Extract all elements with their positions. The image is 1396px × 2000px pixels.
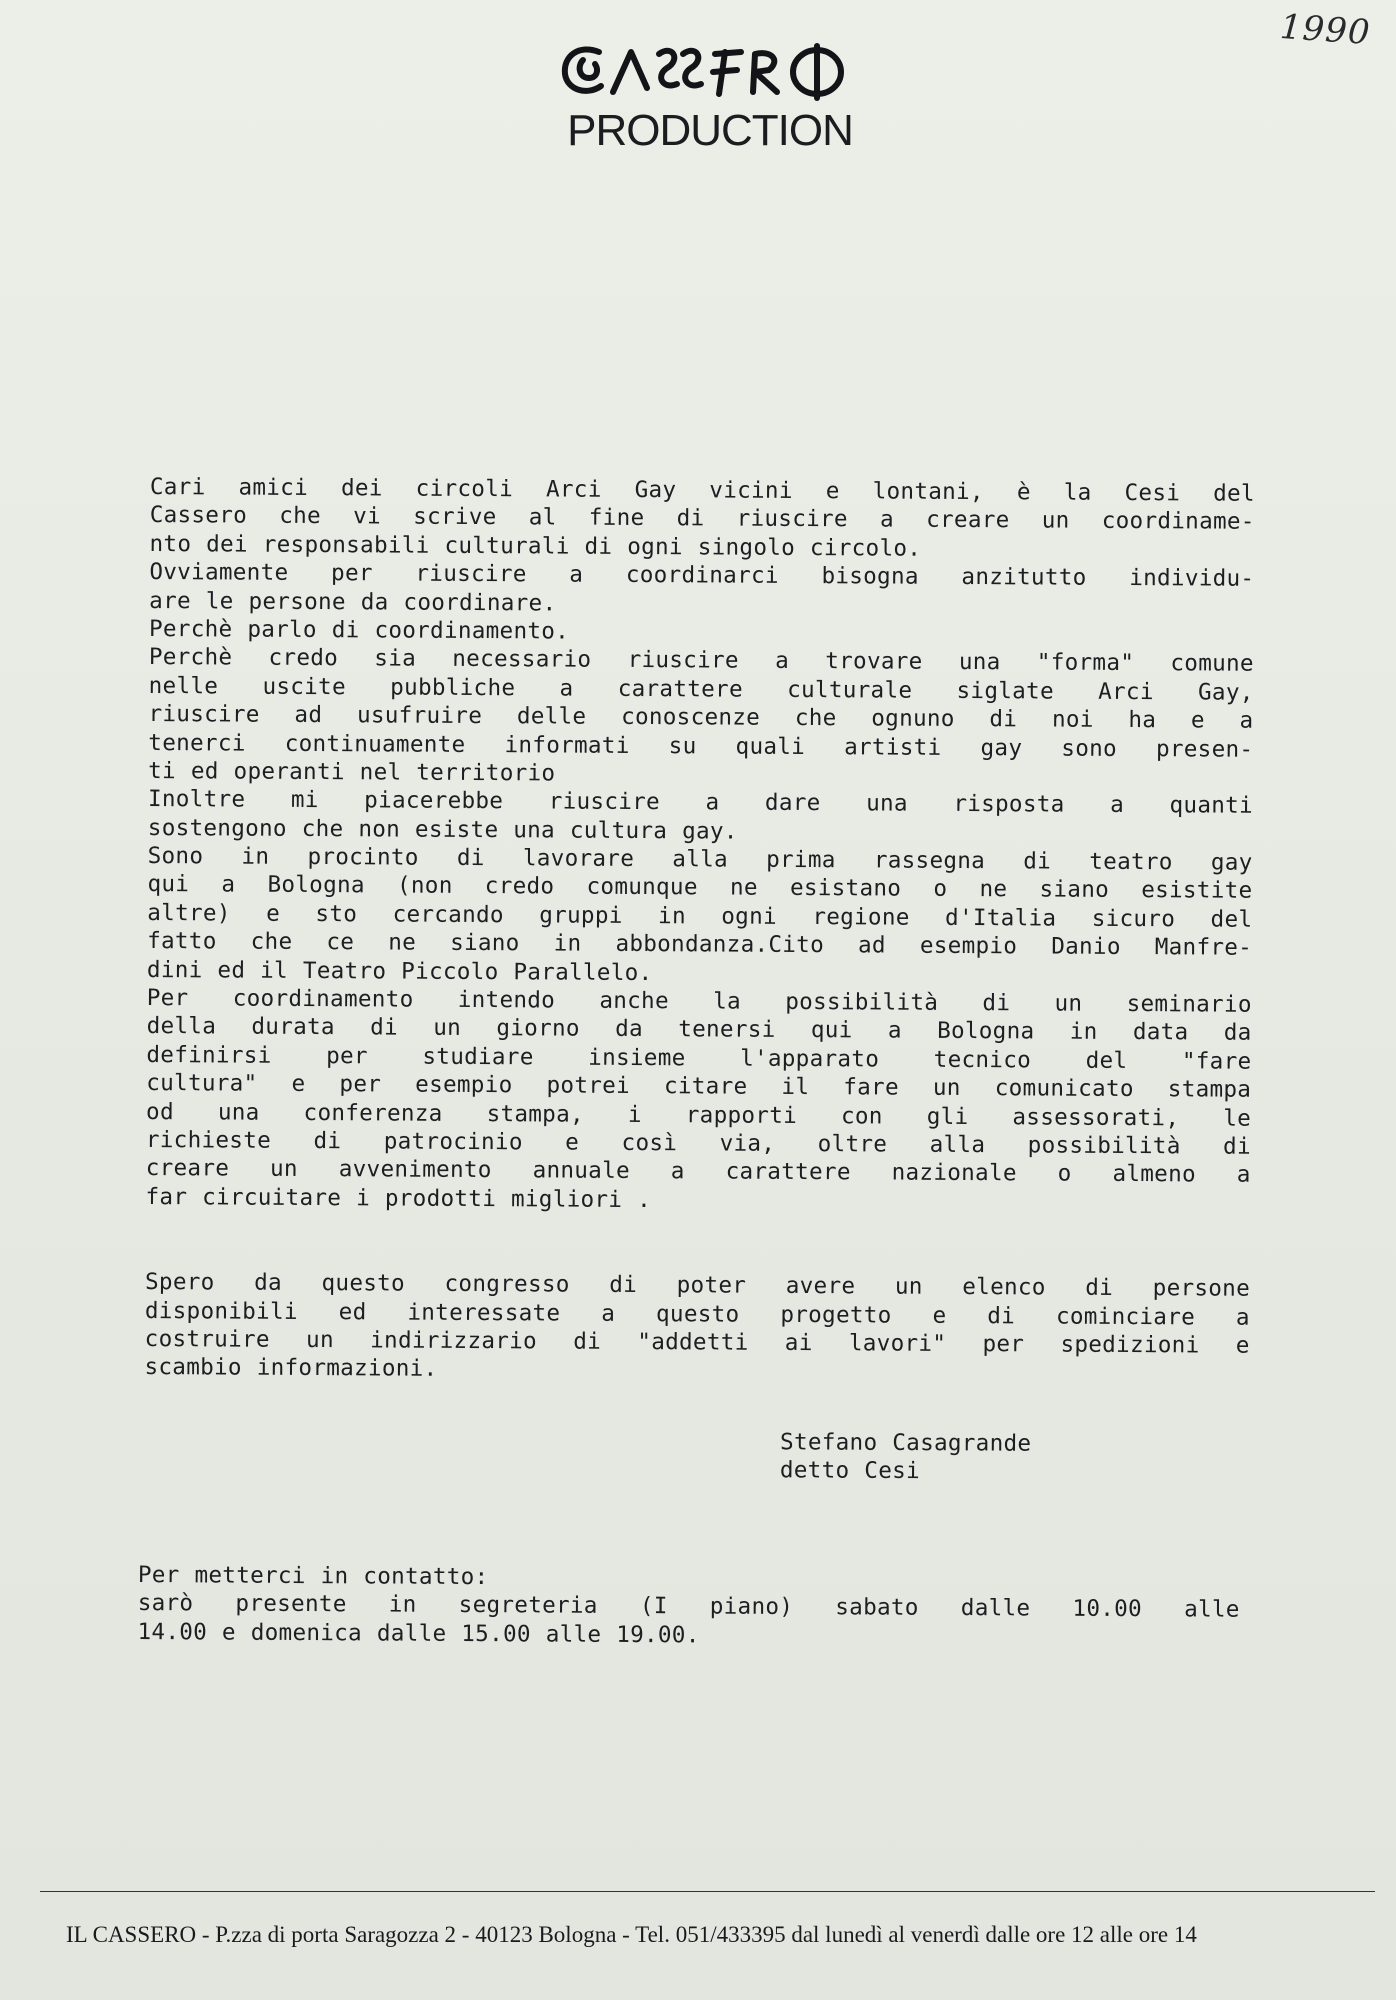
letter-line: definirsi per studiare insieme l'apparato tecnico del "fare xyxy=(146,1041,1252,1075)
paragraph-gap xyxy=(145,1211,1250,1275)
letter-body xyxy=(144,473,1255,1388)
letter-line: Per coordinamento intendo anche la possibilità di un seminario xyxy=(146,985,1252,1018)
letter-line: della durata di un giorno da tenersi qui a Bologna in data da xyxy=(146,1013,1252,1047)
letter-line: qui a Bologna (non credo comunque ne esistano o ne siano esistite xyxy=(147,871,1253,905)
letter-paragraph xyxy=(145,473,1254,1218)
contact-line: Per metterci in contatto: xyxy=(137,1562,489,1591)
letter-line: far circuitare i prodotti migliori . xyxy=(145,1183,652,1213)
letter-line: scambio informazioni. xyxy=(144,1354,438,1383)
footer-address: IL CASSERO - P.zza di porta Saragozza 2 - 40123 Bologna - Tel. 051/433395 dal lunedì al venerdì dalle ore 12 alle ore 14 xyxy=(66,1922,1197,1947)
signature-block xyxy=(780,1428,1032,1486)
letter-line: fatto che ce ne siano in abbondanza.Cito ad esempio Danio Manfre- xyxy=(147,928,1253,961)
letter-line: nto dei responsabili culturali di ogni singolo circolo. xyxy=(149,530,922,562)
contact-line: sarò presente in segreteria (I piano) sabato dalle 10.00 alle xyxy=(137,1590,1240,1624)
letter-line: Spero da questo congresso di poter avere un elenco di persone xyxy=(144,1269,1251,1302)
letter-line: cultura" e per esempio potrei citare il fare un comunicato stampa xyxy=(146,1070,1252,1103)
letter-paragraph xyxy=(144,1268,1250,1388)
signature-name: Stefano Casagrande xyxy=(780,1429,1032,1457)
letter-line: nelle uscite pubbliche a carattere culturale siglate Arci Gay, xyxy=(148,672,1254,706)
letter-line: are le persone da coordinare. xyxy=(149,587,557,617)
cassero-logo xyxy=(555,30,865,110)
handwritten-year-note: 1990 xyxy=(1278,6,1372,54)
letter-line: Perchè parlo di coordinamento. xyxy=(148,615,570,645)
letter-line: richieste di patrocinio e così via, oltre alla possibilità di xyxy=(145,1126,1251,1160)
letter-line: sostengono che non esiste una cultura gay. xyxy=(147,814,738,845)
letter-line: Cassero che vi scrive al fine di riuscire a creare un coordiname- xyxy=(149,502,1255,536)
contact-line: 14.00 e domenica dalle 15.00 alle 19.00. xyxy=(137,1618,700,1649)
letter-line: costruire un indirizzario di "addetti ai lavori" per spedizioni e xyxy=(144,1325,1250,1359)
letter-line: disponibili ed interessate a questo progetto e di cominciare a xyxy=(144,1297,1250,1331)
letter-line: Ovviamente per riuscire a coordinarci bisogna anzitutto individu- xyxy=(149,559,1255,592)
contact-block xyxy=(137,1561,1239,1653)
letter-line: Perchè credo sia necessario riuscire a trovare una "forma" comune xyxy=(148,644,1254,678)
letter-line: dini ed il Teatro Piccolo Parallelo. xyxy=(146,956,653,986)
letter-line: ti ed operanti nel territorio xyxy=(148,757,556,787)
letter-line: creare un avvenimento annuale a carattere nazionale o almeno a xyxy=(145,1155,1251,1189)
letter-line: Sono in procinto di lavorare alla prima rassegna di teatro gay xyxy=(147,843,1253,876)
footer-divider xyxy=(40,1891,1375,1892)
letter-line: riuscire ad usufruire delle conoscenze che ognuno di noi ha e a xyxy=(148,701,1254,734)
letter-line: altre) e sto cercando gruppi in ogni regione d'Italia sicuro del xyxy=(147,899,1253,933)
production-label: PRODUCTION xyxy=(567,106,853,155)
letter-line: Inoltre mi piacerebbe riuscire a dare una risposta a quanti xyxy=(147,786,1254,820)
letter-line: Cari amici dei circoli Arci Gay vicini e lontani, è la Cesi del xyxy=(149,473,1255,507)
signature-nickname: detto Cesi xyxy=(779,1457,921,1485)
letter-line: tenerci continuamente informati su quali artisti gay sono presen- xyxy=(148,729,1254,763)
letter-line: od una conferenza stampa, i rapporti con gli assessorati, le xyxy=(146,1098,1252,1132)
